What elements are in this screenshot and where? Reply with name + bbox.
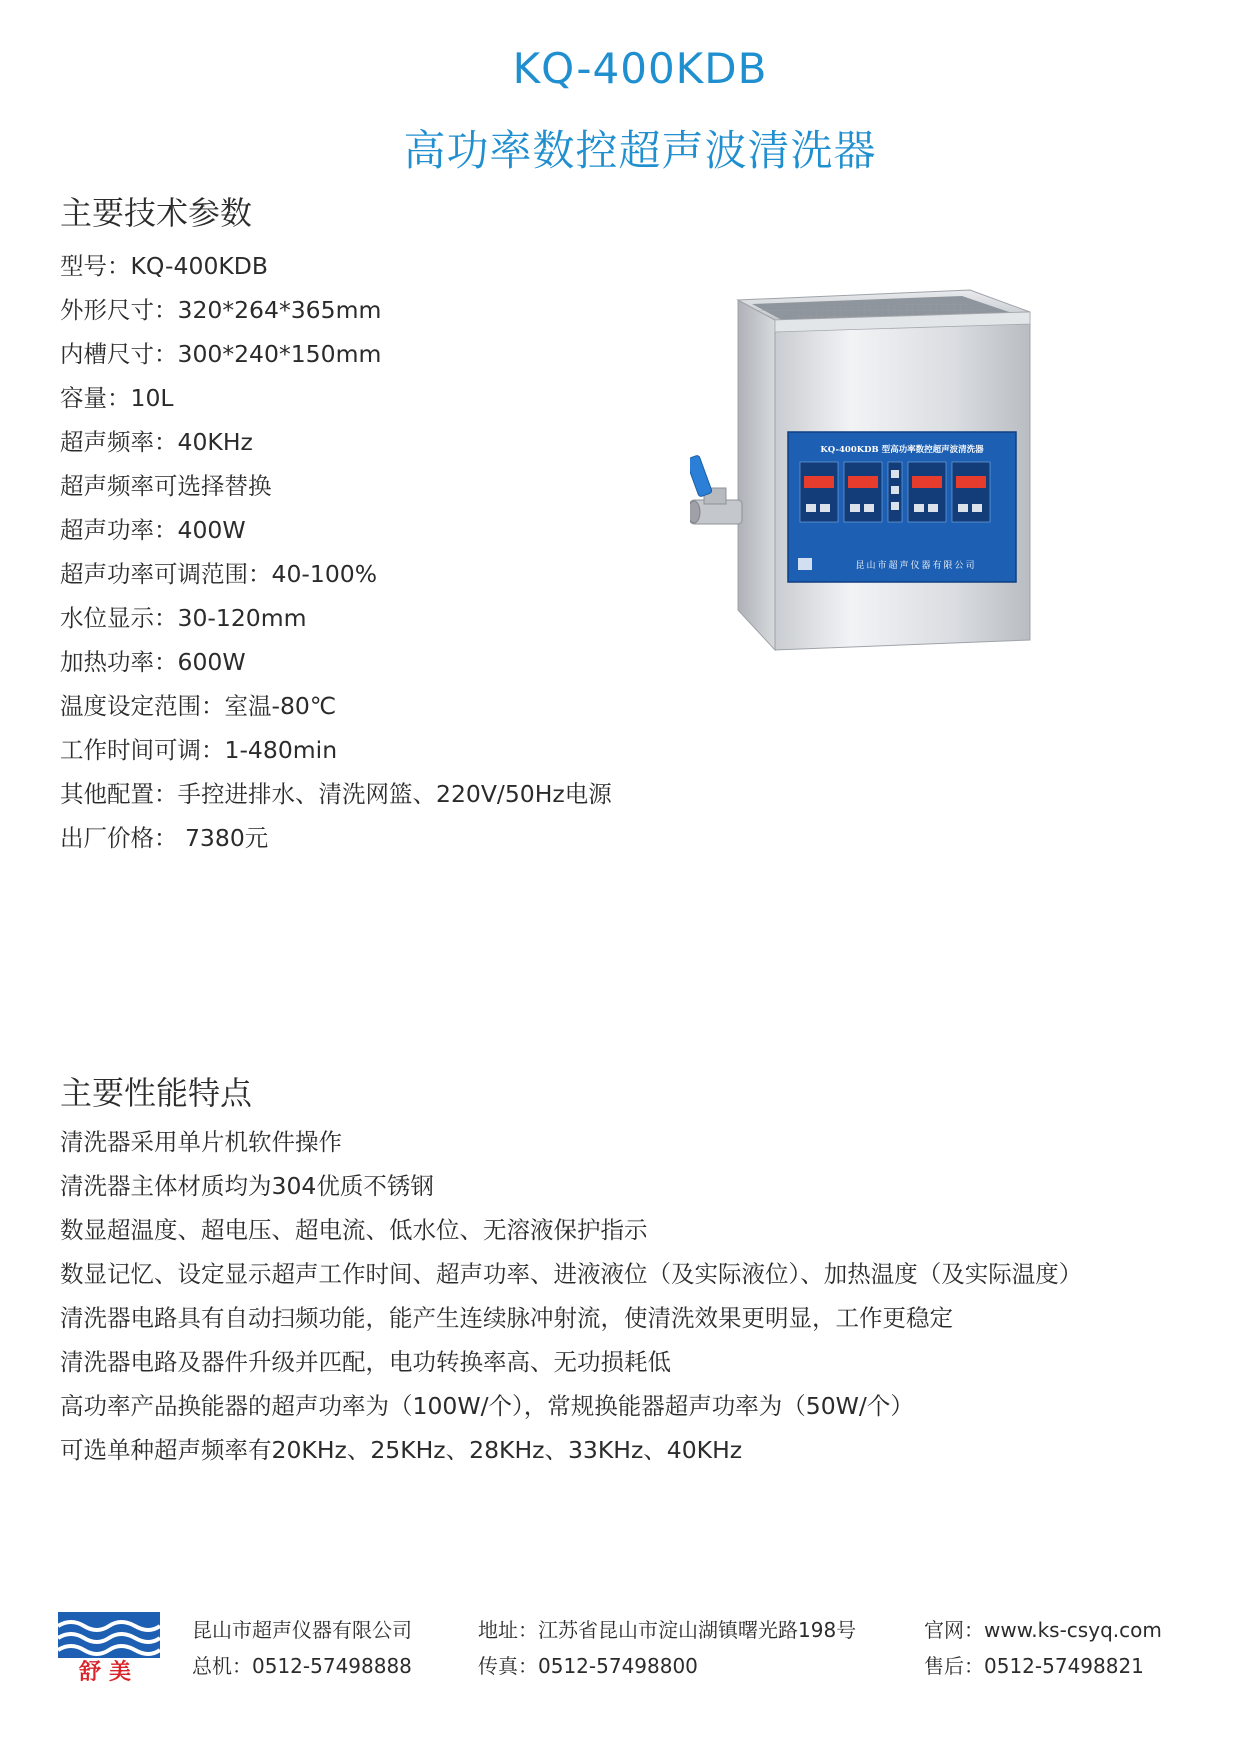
feature-item: 数显记忆、设定显示超声工作时间、超声功率、进液液位（及实际液位）、加热温度（及实际温度） — [60, 1260, 1083, 1288]
feature-heading: 主要性能特点 — [60, 1074, 253, 1112]
footer-fax: 传真：0512-57498800 — [478, 1654, 698, 1678]
footer-aftersales: 售后：0512-57498821 — [924, 1654, 1144, 1678]
spec-heading: 主要技术参数 — [60, 194, 253, 232]
spec-item: 型号：KQ-400KDB — [60, 252, 269, 280]
spec-item: 超声功率可调范围：40-100% — [60, 560, 378, 588]
spec-item: 温度设定范围：室温-80℃ — [60, 692, 337, 720]
feature-item: 可选单种超声频率有20KHz、25KHz、28KHz、33KHz、40KHz — [60, 1436, 743, 1464]
spec-item: 水位显示：30-120mm — [60, 604, 307, 632]
company-logo — [58, 1612, 160, 1684]
feature-item: 高功率产品换能器的超声功率为（100W/个），常规换能器超声功率为（50W/个） — [60, 1392, 914, 1420]
footer-column-address — [478, 1612, 856, 1684]
spec-item: 加热功率：600W — [60, 648, 246, 676]
footer-website[interactable]: 官网：www.ks-csyq.com — [924, 1618, 1162, 1642]
footer — [58, 1612, 1180, 1692]
spec-item: 容量：10L — [60, 384, 174, 412]
footer-company: 昆山市超声仪器有限公司 — [192, 1618, 412, 1642]
page-title-model: KQ-400KDB — [512, 44, 768, 93]
panel-logo-icon — [798, 558, 812, 570]
spec-item: 内槽尺寸：300*240*150mm — [60, 340, 382, 368]
feature-item: 清洗器电路具有自动扫频功能，能产生连续脉冲射流，使清洗效果更明显，工作更稳定 — [60, 1304, 953, 1332]
spec-item: 其他配置：手控进排水、清洗网篮、220V/50Hz电源 — [60, 780, 612, 808]
valve-handle — [690, 455, 712, 497]
feature-item: 清洗器采用单片机软件操作 — [60, 1128, 342, 1156]
spec-item: 超声功率：400W — [60, 516, 246, 544]
ultrasonic-cleaner-illustration — [690, 280, 1070, 670]
page-title-name: 高功率数控超声波清洗器 — [403, 126, 877, 175]
feature-list — [60, 1120, 1082, 1472]
spec-item: 超声频率可选择替换 — [60, 472, 272, 500]
footer-column-company — [192, 1612, 412, 1684]
feature-item: 清洗器电路及器件升级并匹配，电功转换率高、无功损耗低 — [60, 1348, 671, 1376]
panel-company: 昆山市超声仪器有限公司 — [855, 561, 977, 571]
footer-column-web — [924, 1612, 1162, 1684]
logo-text: 舒美 — [78, 1659, 140, 1684]
footer-address: 地址：江苏省昆山市淀山湖镇曙光路198号 — [478, 1618, 857, 1642]
spec-item: 出厂价格： 7380元 — [60, 824, 269, 852]
spec-item: 超声频率：40KHz — [60, 428, 253, 456]
feature-item: 数显超温度、超电压、超电流、低水位、无溶液保护指示 — [60, 1216, 648, 1244]
spec-list — [60, 244, 612, 860]
spec-item: 外形尺寸：320*264*365mm — [60, 296, 382, 324]
feature-item: 清洗器主体材质均为304优质不锈钢 — [60, 1172, 434, 1200]
wave-logo-icon — [58, 1612, 160, 1684]
spec-item: 工作时间可调：1-480min — [60, 736, 338, 764]
panel-label: KQ-400KDB 型高功率数控超声波清洗器 — [820, 445, 984, 455]
product-image — [690, 280, 1070, 670]
footer-phone: 总机：0512-57498888 — [192, 1654, 412, 1678]
